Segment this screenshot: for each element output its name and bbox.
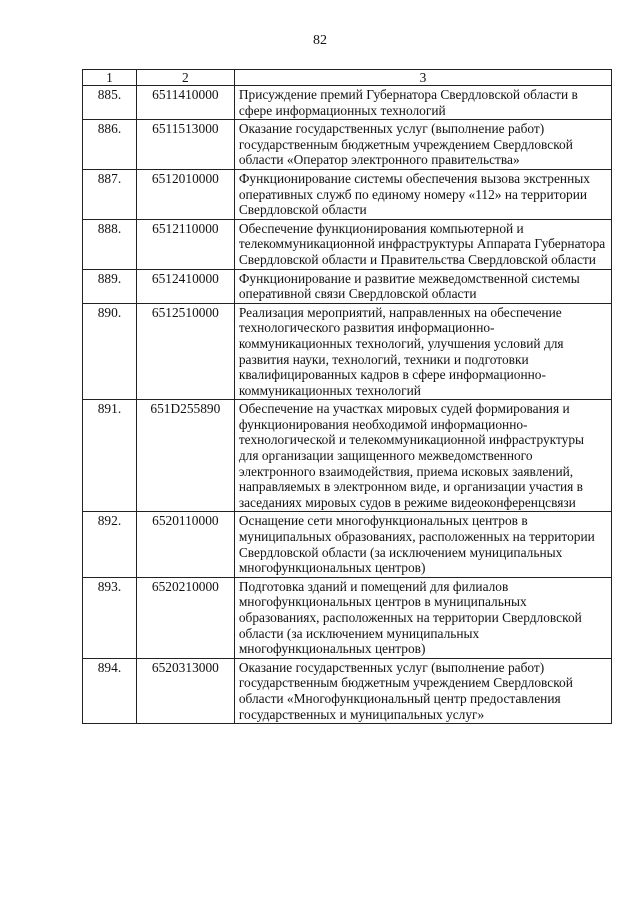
row-number: 889. [83,269,137,303]
table-row [83,219,612,269]
row-number: 890. [83,303,137,400]
row-number: 893. [83,577,137,658]
header-col-3: 3 [234,70,611,86]
row-code: 6511410000 [136,86,234,120]
row-number: 886. [83,120,137,170]
row-number: 894. [83,658,137,723]
row-description: Подготовка зданий и помещений для филиалов многофункциональных центров в муниципальных образованиях, расположенных на территории Свердловской области (за исключением муниципальных многофункциональных центров) [234,577,611,658]
table-row [83,120,612,170]
table-row [83,512,612,577]
row-code: 6520210000 [136,577,234,658]
row-number: 892. [83,512,137,577]
budget-classification-table [82,69,612,724]
table-row [83,577,612,658]
row-code: 651D255890 [136,400,234,512]
row-description: Функционирование системы обеспечения вызова экстренных оперативных служб по единому номеру «112» на территории Свердловской области [234,169,611,219]
table-row [83,269,612,303]
row-description: Присуждение премий Губернатора Свердловской области в сфере информационных технологий [234,86,611,120]
header-col-2: 2 [136,70,234,86]
table-row [83,303,612,400]
row-number: 888. [83,219,137,269]
row-number: 887. [83,169,137,219]
row-number: 891. [83,400,137,512]
row-code: 6512110000 [136,219,234,269]
row-description: Обеспечение на участках мировых судей формирования и функционирования необходимой информационно-технологической и телекоммуникационной инфраструктуры для организации защищенного межведомственного электронного взаимодействия, приема исковых заявлений, направляемых в электронном виде, и организации участия в заседаниях мировых судов в режиме видеоконференцсвязи [234,400,611,512]
table-body [83,86,612,724]
table-header-row [83,70,612,86]
table-row [83,86,612,120]
row-code: 6520110000 [136,512,234,577]
row-description: Функционирование и развитие межведомственной системы оперативной связи Свердловской области [234,269,611,303]
row-code: 6512510000 [136,303,234,400]
row-number: 885. [83,86,137,120]
row-description: Реализация мероприятий, направленных на обеспечение технологического развития информационно-коммуникационных технологий, улучшения условий для развития науки, технологий, техники и подготовки квалифицированных кадров в сфере информационно-коммуникационных технологий [234,303,611,400]
row-description: Оснащение сети многофункциональных центров в муниципальных образованиях, расположенных на территории Свердловской области (за исключением муниципальных многофункциональных центров) [234,512,611,577]
header-col-1: 1 [83,70,137,86]
table-row [83,400,612,512]
table-row [83,169,612,219]
row-code: 6512410000 [136,269,234,303]
row-code: 6511513000 [136,120,234,170]
table-header [83,70,612,86]
row-code: 6520313000 [136,658,234,723]
row-code: 6512010000 [136,169,234,219]
page-number: 82 [313,33,327,48]
row-description: Оказание государственных услуг (выполнение работ) государственным бюджетным учреждением Свердловской области «Оператор электронного правительства» [234,120,611,170]
row-description: Обеспечение функционирования компьютерной и телекоммуникационной инфраструктуры Аппарата Губернатора Свердловской области и Правительства Свердловской области [234,219,611,269]
row-description: Оказание государственных услуг (выполнение работ) государственным бюджетным учреждением Свердловской области «Многофункциональный центр предоставления государственных и муниципальных услуг» [234,658,611,723]
table-row [83,658,612,723]
